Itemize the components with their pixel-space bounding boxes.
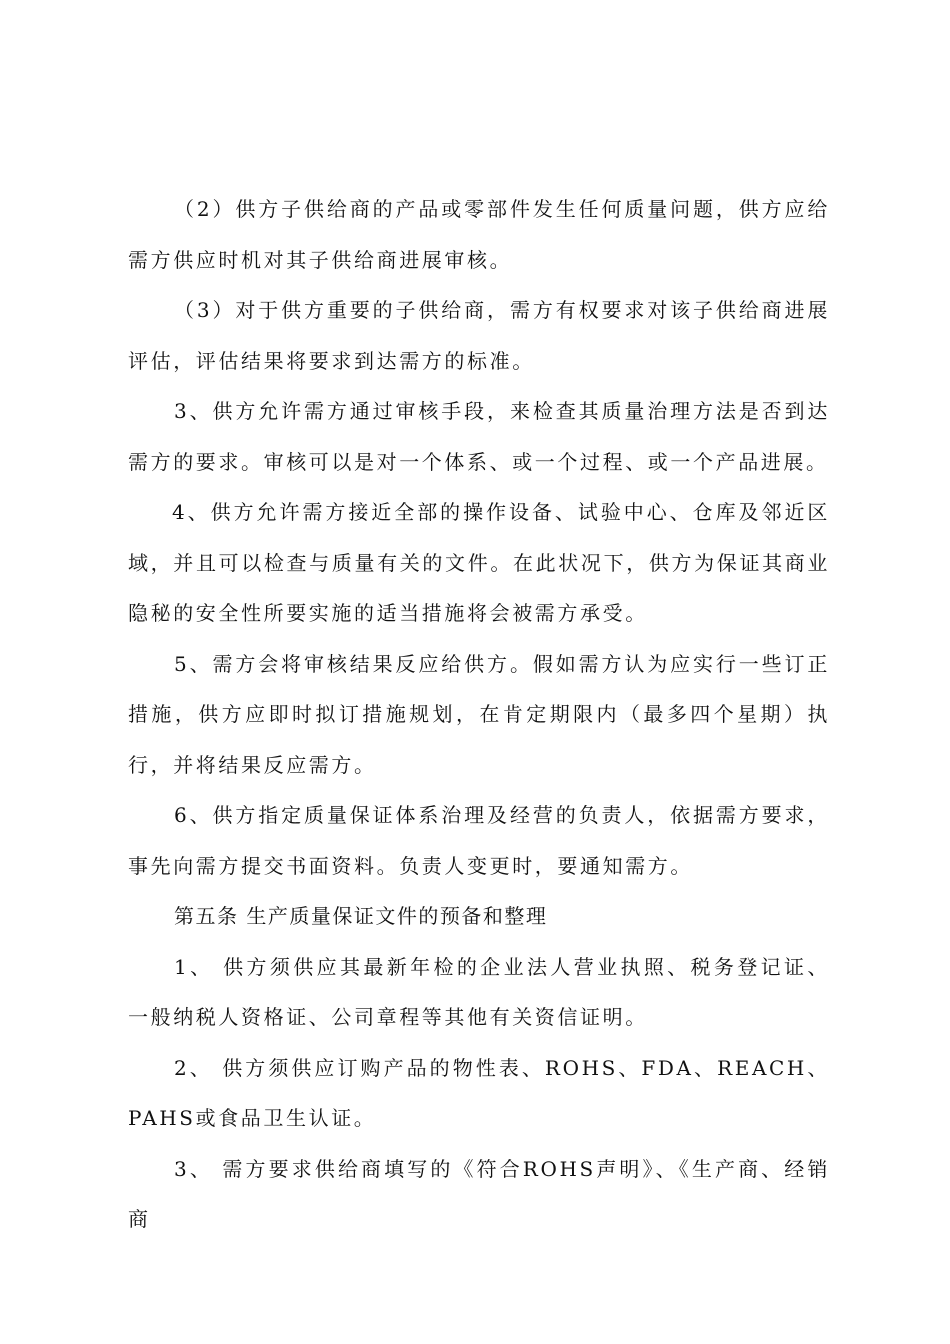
paragraph-responsible-person: 6、供方指定质量保证体系治理及经营的负责人，依据需方要求，事先向需方提交书面资料。负责人变更时，要通知需方。: [128, 803, 830, 878]
paragraph-sub-supplier-evaluation: （3）对于供方重要的子供给商，需方有权要求对该子供给商进展评估，评估结果将要求到达需方的标准。: [128, 298, 830, 373]
paragraph-facility-access: 4、供方允许需方接近全部的操作设备、试验中心、仓库及邻近区域，并且可以检查与质量有关的文件。在此状况下，供方为保证其商业隐秘的安全性所要实施的适当措施将会被需方承受。: [128, 500, 830, 625]
document-body: [128, 184, 830, 1245]
list-item: 3、 需方要求供给商填写的《符合ROHS声明》、《生产商、经销商: [128, 1156, 830, 1231]
paragraph-sub-supplier-quality: （2）供方子供给商的产品或零部件发生任何质量问题，供方应给需方供应时机对其子供给商进展审核。: [128, 197, 830, 272]
list-item: 2、 供方须供应订购产品的物性表、ROHS、FDA、REACH、PAHS或食品卫生认证。: [128, 1055, 830, 1130]
section-heading: 第五条 生产质量保证文件的预备和整理: [174, 904, 548, 928]
paragraph-audit-feedback: 5、需方会将审核结果反应给供方。假如需方认为应实行一些订正措施，供方应即时拟订措施规划，在肯定期限内（最多四个星期）执行，并将结果反应需方。: [128, 651, 830, 777]
list-item: 1、 供方须供应其最新年检的企业法人营业执照、税务登记证、一般纳税人资格证、公司章程等其他有关资信证明。: [128, 954, 830, 1029]
paragraph-audit-rights: 3、供方允许需方通过审核手段，来检查其质量治理方法是否到达需方的要求。审核可以是对一个体系、或一个过程、或一个产品进展。: [128, 399, 830, 474]
